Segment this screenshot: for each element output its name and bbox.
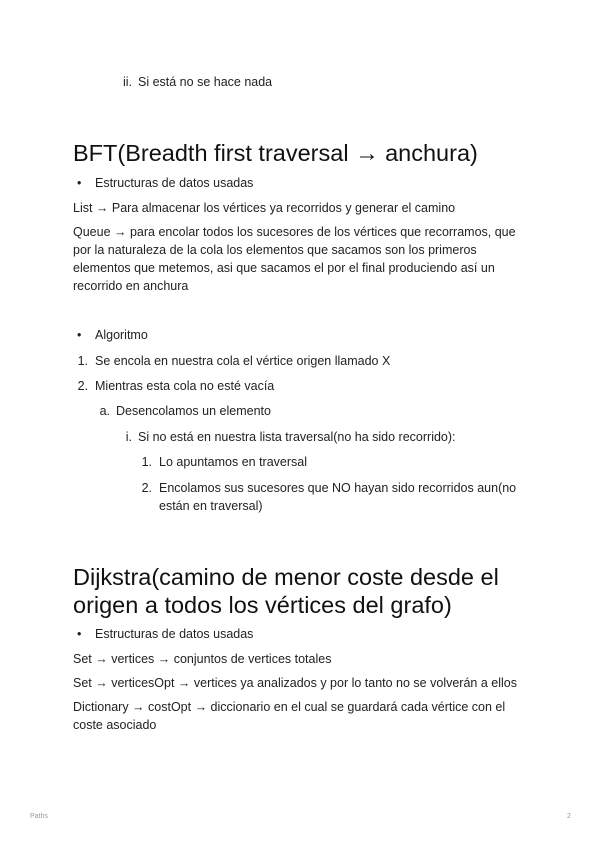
paragraph-list: List → Para almacenar los vértices ya recorridos y generar el camino [73,201,456,215]
section-heading-dijkstra: Dijkstra(camino de menor coste desde el [73,564,499,590]
list-marker: 1. [77,354,88,368]
list-marker: a. [99,404,110,418]
bullet-dot: • [77,176,82,190]
list-item-text: Si no está en nuestra lista traversal(no ha sido recorrido): [138,430,456,444]
paragraph-set: Set → vertices → conjuntos de vertices totales [73,652,332,666]
list-marker: i. [125,430,132,444]
paragraph-dictionary: Dictionary → costOpt → diccionario en el cual se guardará cada vértice con el [73,700,506,714]
list-marker: 2. [141,481,152,495]
bullet-text: Estructuras de datos usadas [95,176,254,190]
paragraph-queue-line: Queue → para encolar todos los sucesores de los vértices que recorramos, que [73,225,516,239]
list-marker: 1. [141,455,152,469]
list-item-text: Si está no se hace nada [138,75,273,89]
bullet-text: Estructuras de datos usadas [95,627,254,641]
section-heading-dijkstra: origen a todos los vértices del grafo) [73,592,452,618]
section-heading-bft: BFT(Breadth first traversal → anchura) [73,140,478,166]
list-item-text: Encolamos sus sucesores que NO hayan sido recorridos aun(no [159,481,517,495]
list-marker: ii. [122,75,132,89]
list-item-text: Desencolamos un elemento [116,404,271,418]
paragraph-set-opt: Set → verticesOpt → vertices ya analizados y por lo tanto no se volverán a ellos [73,676,517,690]
footer-title: Paths [30,813,48,820]
list-item-text: Se encola en nuestra cola el vértice origen llamado X [95,354,391,368]
paragraph-queue-line: por la naturaleza de la cola los elementos que sacamos son los primeros [73,243,477,257]
bullet-dot: • [77,328,82,342]
page-number: 2 [567,813,571,820]
paragraph-queue-line: recorrido en anchura [73,279,189,293]
list-item-text: están en traversal) [159,499,263,513]
paragraph-dictionary: coste asociado [73,718,157,732]
paragraph-queue-line: elementos que metemos, asi que sacamos el por el final produciendo así un [73,261,495,275]
list-item-text: Lo apuntamos en traversal [159,455,308,469]
list-marker: 2. [77,379,88,393]
bullet-text: Algoritmo [95,328,148,342]
bullet-dot: • [77,627,82,641]
list-item-text: Mientras esta cola no esté vacía [95,379,275,393]
